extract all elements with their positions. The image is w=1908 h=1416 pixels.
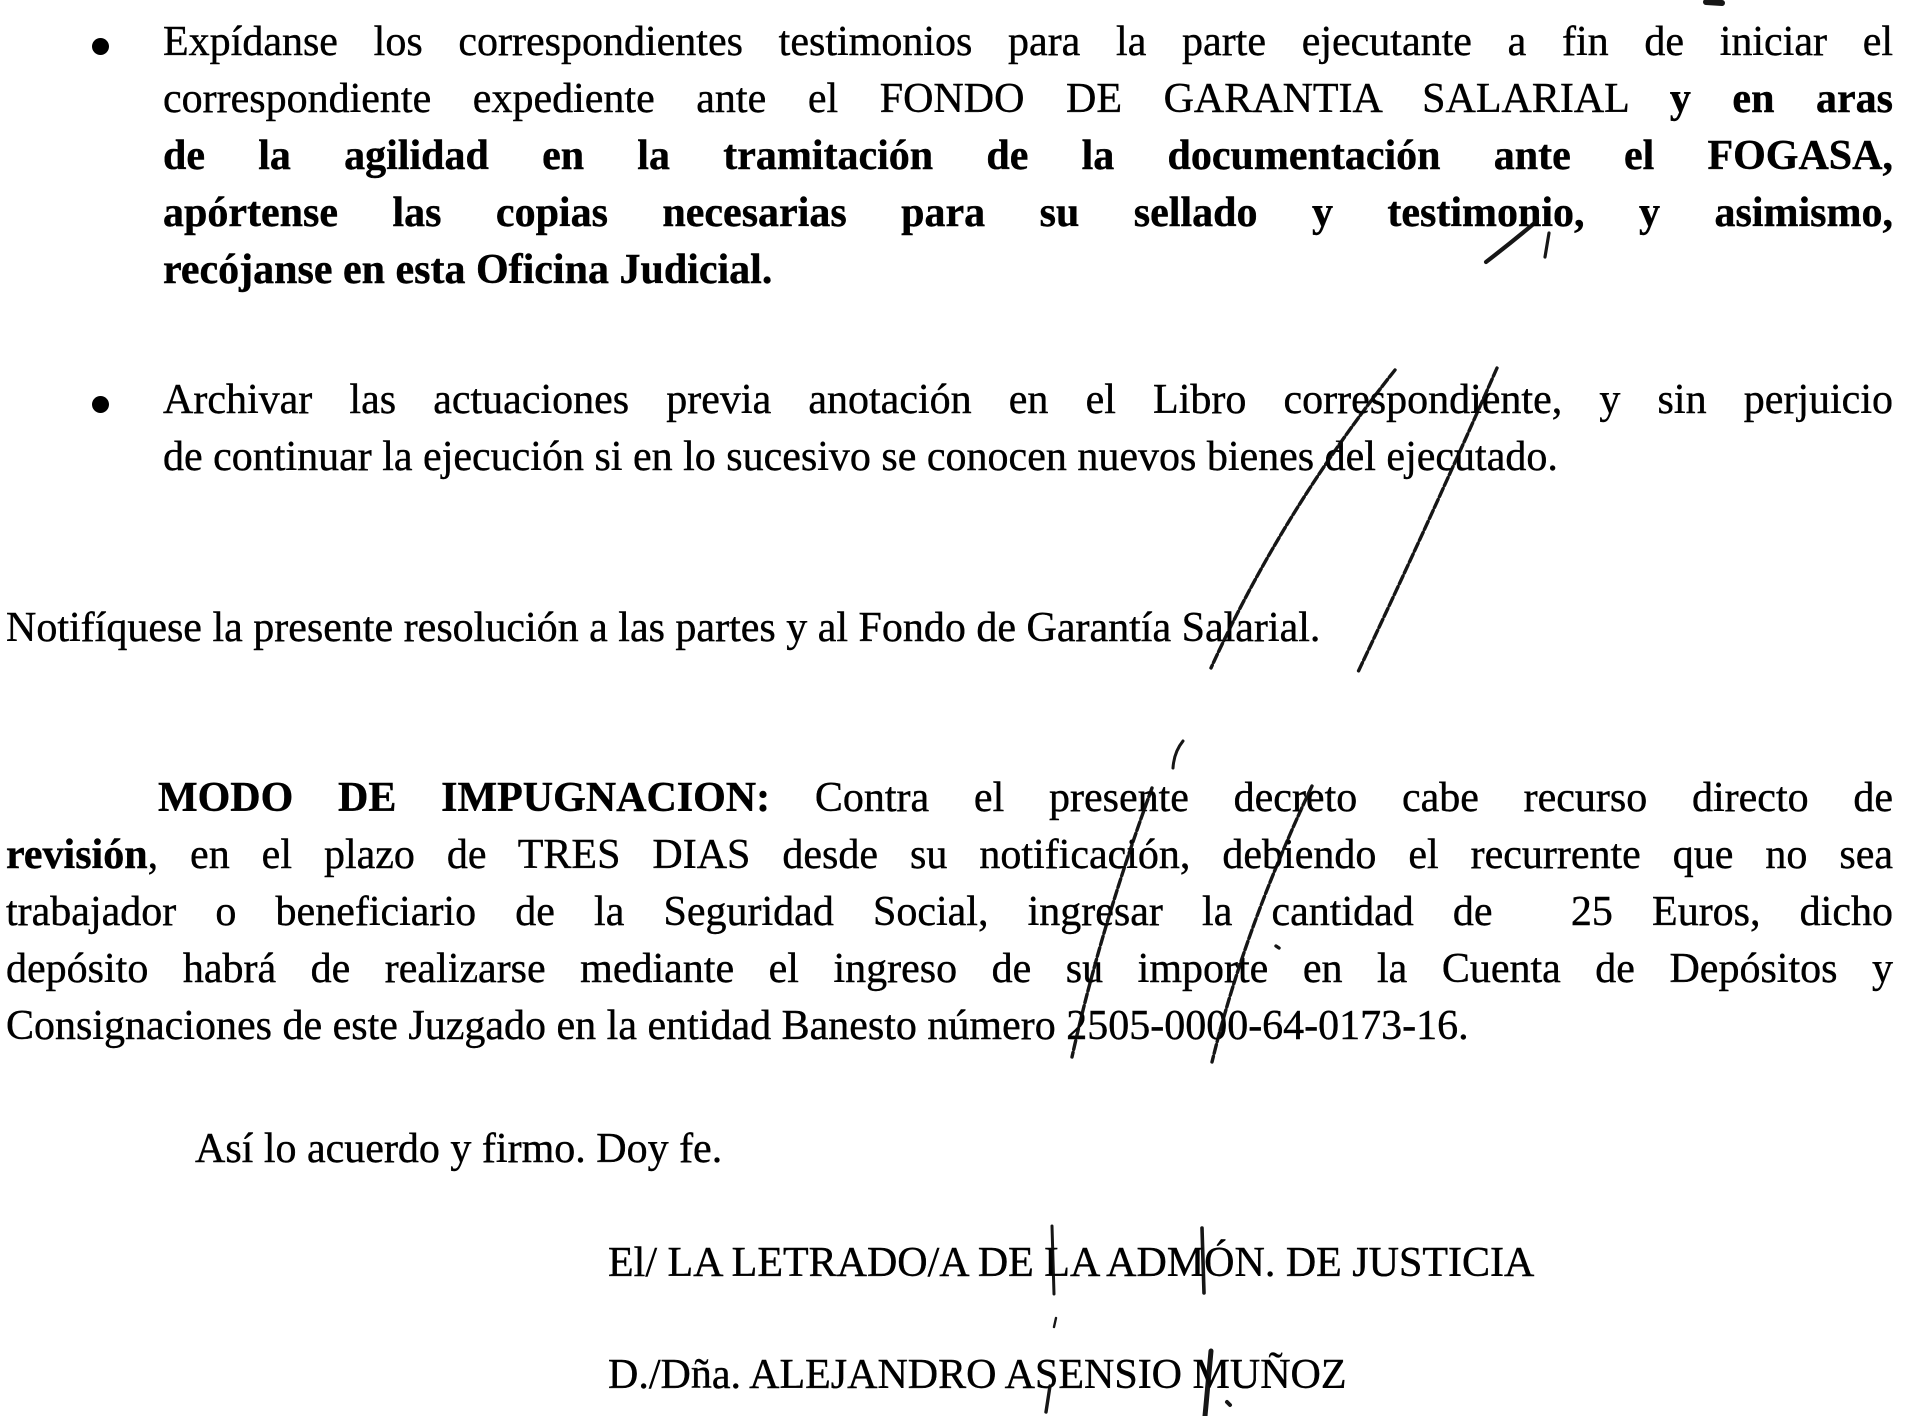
bullet-text xyxy=(163,372,1893,486)
text-line: revisión, en el plazo de TRES DIAS desde su notificación, debiendo el recurrente que no sea xyxy=(6,832,1893,878)
bullet-icon xyxy=(92,38,109,55)
text-line: Expídanse los correspondientes testimonios para la parte ejecutante a fin de iniciar el xyxy=(163,19,1893,65)
text-line: recójanse en esta Oficina Judicial. xyxy=(163,247,773,293)
text-line: Archivar las actuaciones previa anotación en el Libro correspondiente, y sin perjuicio xyxy=(163,377,1893,423)
text-line: MODO DE IMPUGNACION: Contra el presente decreto cabe recurso directo de xyxy=(158,775,1894,821)
bullet-item-testimonios xyxy=(163,14,1893,299)
bullet-item-archivar xyxy=(163,372,1893,486)
text-line: de la agilidad en la tramitación de la documentación ante el FOGASA, xyxy=(163,133,1893,179)
text-line: correspondiente expediente ante el FONDO DE GARANTIA SALARIAL y en aras xyxy=(163,76,1893,122)
text-line: Consignaciones de este Juzgado en la entidad Banesto número 2505-0000-64-0173-16. xyxy=(6,1003,1469,1049)
modo-impugnacion-paragraph xyxy=(6,770,1893,1055)
pen-tick-mid xyxy=(1173,741,1183,768)
signatory-role-line: El/ LA LETRADO/A DE LA ADMÓN. DE JUSTICIA xyxy=(608,1240,1535,1286)
text-line: trabajador o beneficiario de la Seguridad Social, ingresar la cantidad de 25 Euros, dicho xyxy=(6,889,1893,935)
bullet-text xyxy=(163,14,1893,299)
text-line: depósito habrá de realizarse mediante el ingreso de su importe en la Cuenta de Depósitos y xyxy=(6,946,1893,992)
text-line: apórtense las copias necesarias para su sellado y testimonio, y asimismo, xyxy=(163,190,1893,236)
notification-line: Notifíquese la presente resolución a las partes y al Fondo de Garantía Salarial. xyxy=(6,605,1321,651)
closing-line: Así lo acuerdo y firmo. Doy fe. xyxy=(195,1126,723,1172)
scan-edge-speck xyxy=(1706,2,1722,3)
bullet-icon xyxy=(92,396,109,413)
pen-speck-1 xyxy=(1054,1318,1056,1327)
signatory-name-line: D./Dña. ALEJANDRO ASENSIO MUÑOZ xyxy=(608,1352,1347,1398)
text-line: de continuar la ejecución si en lo sucesivo se conocen nuevos bienes del ejecutado. xyxy=(163,434,1558,480)
